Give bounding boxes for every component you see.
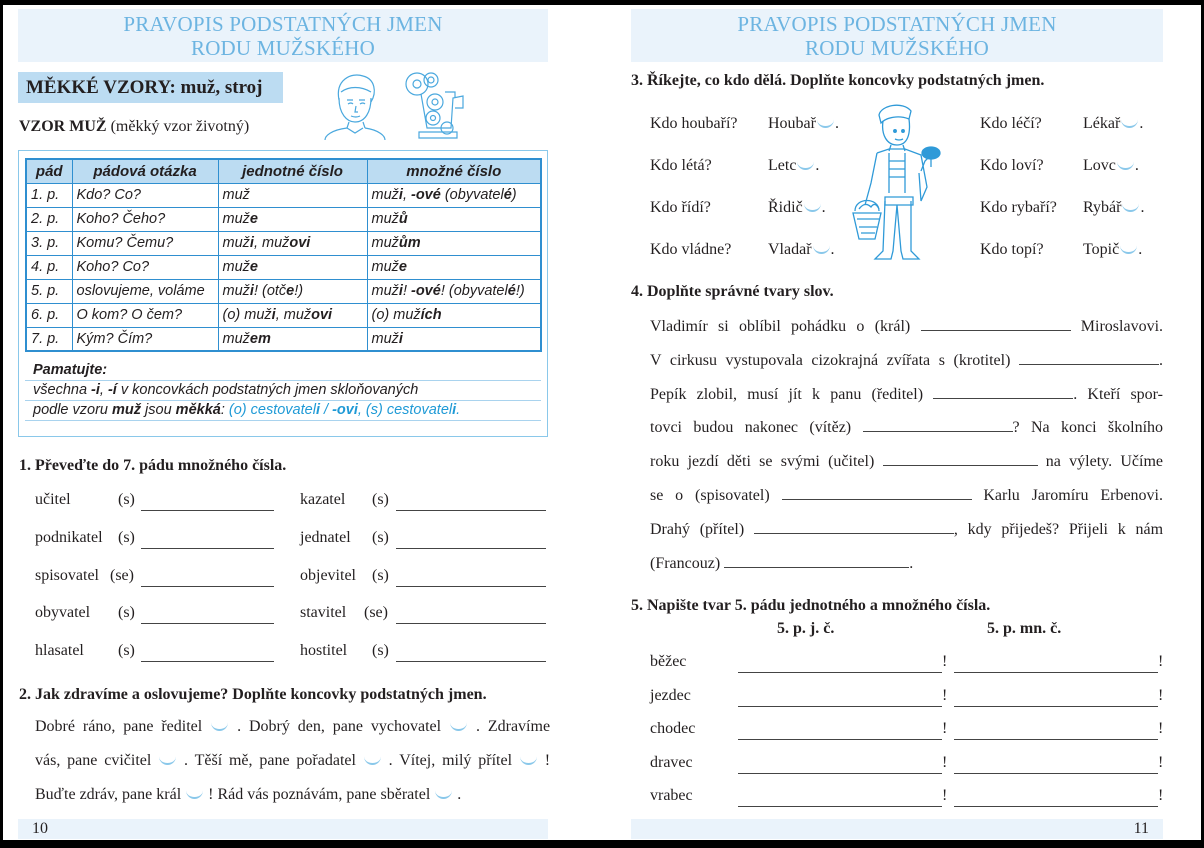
answer-stem <box>1083 157 1139 175</box>
header-line-2: RODU MUŽSKÉHO <box>804 36 990 60</box>
text-segment: (Francouz) <box>650 554 721 572</box>
exercise-word: vrabec <box>650 787 693 804</box>
text-segment: i <box>398 330 403 347</box>
text-segment: muž <box>112 402 141 418</box>
page-footer-left <box>18 819 548 839</box>
singular-answer-blank[interactable] <box>738 756 942 774</box>
exercise-preposition: (s) <box>118 491 135 508</box>
table-header-row <box>26 159 541 183</box>
exercise-word: obyvatel <box>35 604 91 621</box>
question-text: Kdo topí? <box>980 241 1044 258</box>
remember-line-1 <box>25 381 541 401</box>
exercise-4-text <box>650 315 1163 585</box>
answer-blank[interactable] <box>141 606 274 624</box>
period: . <box>1138 241 1143 258</box>
answer-blank[interactable] <box>396 493 546 511</box>
exclamation-mark: ! <box>1158 686 1164 704</box>
cell-singular <box>218 327 367 351</box>
text-segment: Karlu Jaromíru Erbenovi. <box>983 486 1163 504</box>
exclamation-mark: ! <box>942 653 948 670</box>
answer-blank[interactable] <box>396 644 546 662</box>
cell-case: 4. p. <box>26 255 72 279</box>
text-segment: , kdy přijedeš? Přijeli k nám <box>953 520 1164 538</box>
text-segment: !) <box>294 283 304 299</box>
ending-blank[interactable] <box>211 721 228 731</box>
text-segment: . <box>456 402 461 418</box>
answer-stem-text: Houbař <box>768 115 816 132</box>
boy-with-mushroom-illustration-icon <box>851 101 951 271</box>
ending-blank[interactable] <box>817 118 834 128</box>
text-segment: é <box>507 283 516 299</box>
text-segment: -ové <box>411 283 441 299</box>
exclamation-mark: ! <box>942 686 948 704</box>
question-text: Kdo vládne? <box>650 241 732 258</box>
text-segment: ovi <box>289 235 311 251</box>
exercise-line <box>35 716 550 750</box>
exercise-preposition: (s) <box>372 529 389 546</box>
text-segment: / <box>319 402 333 418</box>
answer-blank[interactable] <box>141 644 274 662</box>
cell-case: 5. p. <box>26 279 72 303</box>
page-header <box>18 9 548 62</box>
text-segment: . <box>1159 351 1164 369</box>
cell-singular <box>218 207 367 231</box>
remember-line-2 <box>25 401 541 421</box>
answer-stem <box>1083 115 1143 133</box>
exclamation-mark: ! <box>1158 753 1164 771</box>
exercise-word: jednatel <box>300 529 351 546</box>
text-segment: ů <box>398 211 408 227</box>
answer-blank[interactable] <box>754 518 954 534</box>
exercise-preposition: (s) <box>372 491 389 508</box>
plural-answer-blank[interactable] <box>954 756 1158 774</box>
cell-case: 1. p. <box>26 183 72 207</box>
answer-blank[interactable] <box>724 552 909 568</box>
text-segment: -i <box>91 382 100 398</box>
text-segment: vás, pane cvičitel <box>35 752 152 769</box>
vzor-title-rest: (měkký vzor životný) <box>106 118 250 135</box>
text-segment: , <box>99 382 108 398</box>
text-segment: (o) muž <box>222 307 272 323</box>
singular-answer-blank[interactable] <box>738 655 942 673</box>
question-text: Kdo léčí? <box>980 115 1042 132</box>
answer-blank[interactable] <box>396 569 546 587</box>
question-text: Kdo rybaří? <box>980 199 1057 216</box>
text-segment: ovi <box>311 307 333 323</box>
question-text: Kdo řídí? <box>650 199 711 216</box>
table-row <box>650 653 1165 679</box>
vzor-title <box>19 118 249 136</box>
cell-plural <box>367 231 541 255</box>
text-segment: Vladimír si oblíbil pohádku o (král) <box>650 318 911 335</box>
answer-stem-text: Rybář <box>1083 199 1122 216</box>
exercise-line <box>650 416 1163 450</box>
page-footer-right <box>631 819 1163 839</box>
exercise-5-col1-header: 5. p. j. č. <box>777 620 835 637</box>
text-segment: é <box>503 187 512 203</box>
answer-stem-text: Lovc <box>1083 157 1116 174</box>
plural-answer-blank[interactable] <box>954 689 1158 707</box>
ending-blank[interactable] <box>1122 202 1139 212</box>
cell-case: 3. p. <box>26 231 72 255</box>
cell-question: Kdo? Co? <box>72 183 218 207</box>
text-segment: em <box>249 330 271 347</box>
text-segment: muž <box>371 259 399 275</box>
answer-blank[interactable] <box>782 484 972 500</box>
text-segment: , (s) cestovatel <box>357 402 453 418</box>
cell-question: oslovujeme, voláme <box>72 279 218 303</box>
exercise-line <box>35 784 550 818</box>
text-segment: , muž <box>275 307 312 323</box>
exclamation-mark: ! <box>942 787 948 804</box>
exercise-word: učitel <box>35 491 71 508</box>
text-segment: Drahý (přítel) <box>650 520 745 538</box>
remember-note <box>25 361 541 421</box>
page-number: 10 <box>32 820 48 837</box>
exclamation-mark: ! <box>942 753 948 771</box>
period: . <box>821 199 826 216</box>
exercise-line <box>650 552 1163 586</box>
projector-illustration-icon <box>401 68 467 140</box>
exercise-word: objevitel <box>300 567 356 584</box>
period: . <box>1139 115 1144 132</box>
text-segment: Miroslavovi. <box>1080 318 1164 335</box>
text-segment: Dobré ráno, pane ředitel <box>35 718 203 735</box>
cell-case: 6. p. <box>26 303 72 327</box>
table-row <box>26 231 541 255</box>
ending-blank[interactable] <box>1121 118 1138 128</box>
period: . <box>834 115 839 132</box>
table-row <box>26 183 541 207</box>
exercise-preposition: (s) <box>118 642 135 659</box>
exercise-5-col2-header: 5. p. mn. č. <box>987 620 1062 637</box>
exclamation-mark: ! <box>942 720 948 737</box>
text-segment: . Zdravíme <box>475 718 551 735</box>
table-row <box>650 720 1165 746</box>
exercise-word: podnikatel <box>35 529 103 546</box>
exercise-line <box>35 750 550 784</box>
col-header-question: pádová otázka <box>72 159 218 183</box>
ending-blank[interactable] <box>364 755 381 765</box>
text-segment: -ové <box>411 187 441 203</box>
answer-stem <box>768 241 835 259</box>
text-segment: ! <box>544 752 551 769</box>
text-segment: muž <box>222 211 250 227</box>
text-segment: ! Rád vás poznávám, pane sběratel <box>208 786 431 803</box>
exclamation-mark: ! <box>1158 653 1164 670</box>
header-line-1: PRAVOPIS PODSTATNÝCH JMEN <box>737 12 1057 36</box>
exercise-word: chodec <box>650 720 696 737</box>
exclamation-mark: ! <box>1158 787 1164 804</box>
table-row <box>26 279 541 303</box>
ending-blank[interactable] <box>450 721 467 731</box>
cell-singular <box>218 183 367 207</box>
text-segment: podle vzoru <box>33 402 112 418</box>
text-segment: muž <box>222 330 250 347</box>
text-segment: muž <box>371 235 399 251</box>
text-segment: měkká <box>175 402 221 418</box>
table-row <box>26 327 541 351</box>
text-segment: i <box>398 187 403 203</box>
exercise-word: běžec <box>650 653 687 670</box>
exercise-preposition: (se) <box>364 604 388 621</box>
col-header-singular: jednotné číslo <box>218 159 367 183</box>
exercise-word: jezdec <box>650 686 691 704</box>
period: . <box>815 157 820 174</box>
text-segment: ? Na konci školního <box>1012 419 1164 437</box>
ending-blank[interactable] <box>813 244 830 254</box>
ending-blank[interactable] <box>159 755 176 765</box>
cell-question: O kom? O čem? <box>72 303 218 327</box>
cell-singular <box>218 231 367 255</box>
text-segment: i <box>315 402 320 418</box>
answer-stem-text: Řidič <box>768 199 803 216</box>
exercise-line <box>650 349 1163 383</box>
text-segment: tovci budou nakonec (vítěz) <box>650 419 852 437</box>
col-header-plural: množné číslo <box>367 159 541 183</box>
ending-blank[interactable] <box>1120 244 1137 254</box>
question-text: Kdo loví? <box>980 157 1044 174</box>
text-segment: (obyvatel <box>440 187 504 203</box>
text-segment: ! <box>402 283 411 299</box>
exercise-word: kazatel <box>300 491 346 508</box>
text-segment: ! (otč <box>253 283 287 299</box>
text-segment: muž <box>371 330 399 347</box>
cell-question: Koho? Co? <box>72 255 218 279</box>
cell-case: 7. p. <box>26 327 72 351</box>
text-segment: muž <box>222 283 250 299</box>
cell-question: Koho? Čeho? <box>72 207 218 231</box>
answer-blank[interactable] <box>396 606 546 624</box>
text-segment: : <box>220 402 229 418</box>
cell-plural <box>367 327 541 351</box>
exercise-3-title: 3. Říkejte, co kdo dělá. Doplňte koncovky podstatných jmen. <box>631 72 1045 89</box>
cell-plural <box>367 207 541 231</box>
exercise-preposition: (se) <box>110 567 134 584</box>
text-segment: e <box>286 283 295 299</box>
answer-blank[interactable] <box>883 450 1038 466</box>
text-segment: Buďte zdráv, pane král <box>35 786 182 803</box>
text-segment: . <box>909 554 914 572</box>
ending-blank[interactable] <box>797 160 814 170</box>
answer-stem <box>1083 241 1142 259</box>
table-row <box>26 303 541 327</box>
exercise-preposition: (s) <box>118 604 135 621</box>
text-segment: muž <box>371 187 399 203</box>
text-segment: ! (obyvatel <box>440 283 508 299</box>
header-line-2: RODU MUŽSKÉHO <box>190 36 376 60</box>
text-segment: e <box>249 259 258 275</box>
text-segment: (o) cestovatel <box>228 402 316 418</box>
text-segment: muž <box>222 235 250 251</box>
singular-answer-blank[interactable] <box>738 789 942 807</box>
text-segment: i <box>398 283 403 299</box>
text-segment: na výlety. Učíme <box>1045 453 1163 471</box>
exercise-5-title: 5. Napište tvar 5. pádu jednotného a množného čísla. <box>631 597 991 614</box>
answer-blank[interactable] <box>141 531 274 549</box>
text-segment: . Kteří spor- <box>1073 385 1164 403</box>
exercise-4-title: 4. Doplňte správné tvary slov. <box>631 283 834 300</box>
text-segment: . Vítej, milý přítel <box>388 752 513 769</box>
table-row <box>650 754 1165 780</box>
text-segment: !) <box>515 283 525 299</box>
text-segment: jsou <box>141 402 176 418</box>
page-right <box>601 5 1201 840</box>
vzor-title-bold: VZOR MUŽ <box>19 118 107 135</box>
text-segment: , <box>402 187 411 203</box>
answer-stem <box>768 115 839 133</box>
ending-blank[interactable] <box>1117 160 1134 170</box>
text-segment: muž <box>222 187 250 203</box>
text-segment: se o (spisovatel) <box>650 486 770 504</box>
text-segment: všechna <box>33 382 92 398</box>
exercise-2-text <box>35 716 550 818</box>
header-line-1: PRAVOPIS PODSTATNÝCH JMEN <box>123 12 443 36</box>
text-segment: V cirkusu vystupovala cizokrajná zvířata s (krotitel) <box>650 351 1011 369</box>
answer-blank[interactable] <box>396 531 546 549</box>
text-segment: i <box>249 283 254 299</box>
exclamation-mark: ! <box>1158 720 1164 737</box>
exercise-preposition: (s) <box>372 567 389 584</box>
text-segment: muž <box>222 259 250 275</box>
exercise-word: spisovatel <box>35 567 99 584</box>
ending-blank[interactable] <box>186 789 203 799</box>
question-text: Kdo houbaří? <box>650 115 738 132</box>
cell-singular <box>218 279 367 303</box>
declension-box <box>18 150 548 437</box>
declension-table <box>25 158 542 352</box>
section-title: MĚKKÉ VZORY: muž, stroj <box>18 72 283 103</box>
exercise-line <box>650 484 1163 518</box>
cell-plural <box>367 303 541 327</box>
table-row <box>650 687 1165 713</box>
exercise-word: stavitel <box>300 604 347 621</box>
answer-stem-text: Lékař <box>1083 115 1121 132</box>
answer-blank[interactable] <box>933 383 1073 399</box>
exercise-line <box>650 518 1163 552</box>
exercise-line <box>650 315 1163 349</box>
text-segment: muž <box>371 283 399 299</box>
answer-stem <box>768 199 826 217</box>
text-segment: i <box>271 307 276 323</box>
answer-blank[interactable] <box>921 315 1071 331</box>
text-segment: e <box>249 211 258 227</box>
text-segment: . Těší mě, pane pořadatel <box>184 752 356 769</box>
exercise-line <box>650 450 1163 484</box>
table-row <box>26 207 541 231</box>
answer-stem-text: Vladař <box>768 241 812 258</box>
exercise-2-title: 2. Jak zdravíme a oslovujeme? Doplňte koncovky podstatných jmen. <box>19 686 487 703</box>
answer-stem <box>1083 199 1144 217</box>
exercise-1-title: 1. Převeďte do 7. pádu množného čísla. <box>19 457 287 474</box>
period: . <box>1134 157 1139 174</box>
remember-title: Pamatujte: <box>25 361 541 381</box>
cell-singular <box>218 255 367 279</box>
answer-stem-text: Topič <box>1083 241 1120 258</box>
cell-singular <box>218 303 367 327</box>
period: . <box>1140 199 1145 216</box>
answer-blank[interactable] <box>141 569 274 587</box>
text-segment: -ovi <box>332 402 358 418</box>
plural-answer-blank[interactable] <box>954 789 1158 807</box>
page-left <box>3 5 601 840</box>
ending-blank[interactable] <box>520 755 537 765</box>
text-segment: . <box>457 786 462 803</box>
exercise-word: hostitel <box>300 642 348 659</box>
cell-plural <box>367 279 541 303</box>
text-segment: roku jezdí děti se svými (učitel) <box>650 453 875 471</box>
text-segment: i <box>452 402 457 418</box>
answer-blank[interactable] <box>863 416 1013 432</box>
text-segment: ích <box>420 307 442 323</box>
workbook-spread <box>3 5 1201 840</box>
text-segment: (o) muž <box>371 307 421 323</box>
table-row <box>26 255 541 279</box>
cell-plural <box>367 183 541 207</box>
text-segment: ům <box>398 235 421 251</box>
exercise-preposition: (s) <box>372 642 389 659</box>
table-row <box>650 787 1165 813</box>
man-illustration-icon <box>321 70 389 140</box>
period: . <box>830 241 835 258</box>
text-segment: e <box>398 259 407 275</box>
cell-question: Kým? Čím? <box>72 327 218 351</box>
text-segment: v koncovkách podstatných jmen skloňovaných <box>116 382 419 398</box>
ending-blank[interactable] <box>435 789 452 799</box>
exercise-word: dravec <box>650 753 693 771</box>
plural-answer-blank[interactable] <box>954 722 1158 740</box>
cell-plural <box>367 255 541 279</box>
singular-answer-blank[interactable] <box>738 689 942 707</box>
answer-stem-text: Letc <box>768 157 797 174</box>
question-text: Kdo létá? <box>650 157 712 174</box>
answer-stem <box>768 157 819 175</box>
text-segment: i <box>249 235 254 251</box>
exercise-line <box>650 383 1163 417</box>
text-segment: . Dobrý den, pane vychovatel <box>237 718 442 735</box>
exercise-preposition: (s) <box>118 529 135 546</box>
cell-case: 2. p. <box>26 207 72 231</box>
exercise-word: hlasatel <box>35 642 84 659</box>
answer-blank[interactable] <box>141 493 274 511</box>
text-segment: , muž <box>253 235 290 251</box>
text-segment: ) <box>511 187 517 203</box>
text-segment: -í <box>107 382 117 398</box>
page-header <box>631 9 1163 62</box>
cell-question: Komu? Čemu? <box>72 231 218 255</box>
singular-answer-blank[interactable] <box>738 722 942 740</box>
text-segment: Pepík zlobil, musí jít k panu (ředitel) <box>650 385 924 403</box>
ending-blank[interactable] <box>804 202 821 212</box>
plural-answer-blank[interactable] <box>954 655 1158 673</box>
text-segment: muž <box>371 211 399 227</box>
page-number: 11 <box>1133 820 1149 837</box>
answer-blank[interactable] <box>1019 349 1159 365</box>
col-header-pad: pád <box>26 159 72 183</box>
